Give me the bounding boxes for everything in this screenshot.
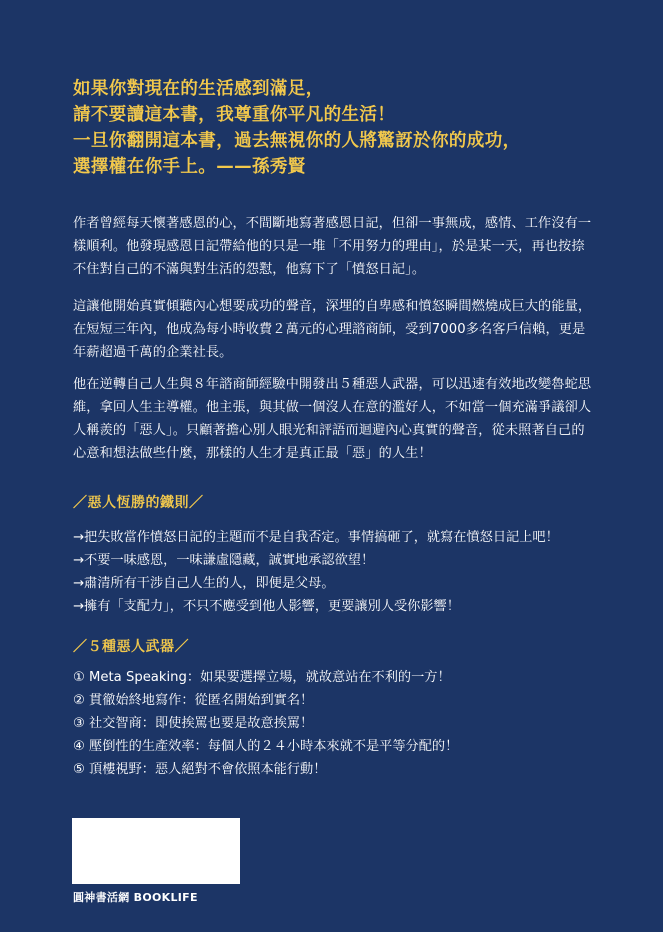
rules-list [73, 526, 613, 618]
quote-line: 如果你對現在的生活感到滿足， [73, 79, 324, 99]
weapons-list [73, 666, 613, 781]
list-item: ⑤ 頂樓視野：惡人絕對不會依照本能行動！ [73, 762, 327, 777]
quote-line: 請不要讀這本書，我尊重你平凡的生活！ [73, 105, 396, 125]
list-item: ④ 壓倒性的生產效率：每個人的２４小時本來就不是平等分配的！ [73, 739, 459, 754]
intro-paragraph: 作者曾經每天懷著感恩的心，不間斷地寫著感恩日記，但卻一事無成，感情、工作沒有一樣順利。他發現感恩日記帶給他的只是一堆「不用努力的理由」，於是某一天，再也按捺不住對自己的不滿與對生活的怨懟，他寫下了「憤怒日記」。 [73, 216, 592, 277]
publisher-logo: 圓神書活網 BOOKLIFE [73, 891, 198, 904]
cover-quote [73, 76, 613, 180]
list-item: ③ 社交智商：即使挨罵也要是故意挨罵！ [73, 716, 314, 731]
barcode-area [72, 818, 240, 884]
quote-line: 一旦你翻開這本書，過去無視你的人將驚訝於你的成功， [73, 131, 521, 151]
section-heading-weapons: ／５種惡人武器／ [73, 639, 189, 655]
list-item: →擁有「支配力」，不只不應受到他人影響，更要讓別人受你影響！ [73, 599, 460, 614]
intro-paragraph: 這讓他開始真實傾聽內心想要成功的聲音，深埋的自卑感和憤怒瞬間燃燒成巨大的能量，在短短三年內，他成為每小時收費２萬元的心理諮商師，受到7000多名客戶信賴，更是年薪超過千萬的企業社長。 [73, 299, 592, 360]
intro-paragraph: 他在逆轉自己人生與８年諮商師經驗中開發出５種惡人武器，可以迅速有效地改變魯蛇思維，拿回人生主導權。他主張，與其做一個沒人在意的濫好人，不如當一個充滿爭議卻人人稱羨的「惡人」。只顧著擔心別人眼光和評語而迴避內心真實的聲音，從未照著自己的心意和想法做些什麼，那樣的人生才是真正最「惡」的人生！ [73, 377, 592, 461]
list-item: →肅清所有干涉自己人生的人，即便是父母。 [73, 576, 335, 591]
list-item: ① Meta Speaking：如果要選擇立場，就故意站在不利的一方！ [73, 670, 451, 685]
list-item: →把失敗當作憤怒日記的主題而不是自我否定。事情搞砸了，就寫在憤怒日記上吧！ [73, 530, 559, 545]
section-heading-rules: ／惡人恆勝的鐵則／ [73, 495, 204, 511]
quote-line: 選擇權在你手上。——孫秀賢 [73, 157, 306, 177]
list-item: →不要一味感恩，一味謙虛隱藏，誠實地承認欲望！ [73, 553, 375, 568]
list-item: ② 貫徹始終地寫作：從匿名開始到實名！ [73, 693, 314, 708]
